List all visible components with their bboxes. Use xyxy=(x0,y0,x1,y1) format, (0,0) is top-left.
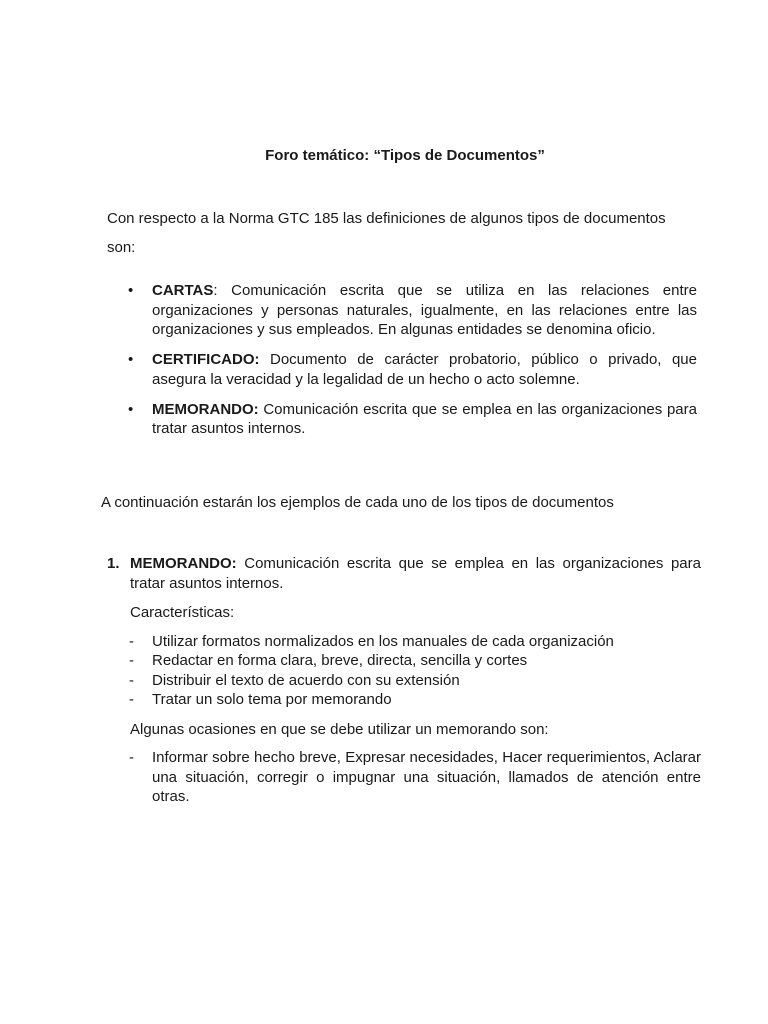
definition-text: Documento de carácter probatorio, público o privado, que asegura la veracidad y la legalidad de un hecho o acto solemne. xyxy=(152,351,697,388)
definition-term: MEMORANDO: xyxy=(152,400,259,418)
characteristic-text: Tratar un solo tema por memorando xyxy=(152,691,392,708)
dash-icon: - xyxy=(129,632,134,650)
examples-lead: A continuación estarán los ejemplos de cada uno de los tipos de documentos xyxy=(101,494,614,511)
item-text: Comunicación escrita que se emplea en las organizaciones para tratar asuntos internos. xyxy=(130,555,701,592)
item-term: MEMORANDO: xyxy=(130,555,237,572)
definition-text: Comunicación escrita que se utiliza en las relaciones entre organizaciones y personas naturales, igualmente, en las relaciones entre las organizaciones y sus empleados. En algunas entidades se denomina oficio. xyxy=(152,282,697,338)
characteristics-label: Características: xyxy=(130,604,235,621)
definition-separator: : xyxy=(213,282,218,299)
characteristic-text: Redactar en forma clara, breve, directa, sencilla y cortes xyxy=(152,652,528,669)
list-item xyxy=(107,671,701,691)
bullet-icon: • xyxy=(128,351,134,368)
numbered-item xyxy=(107,554,701,593)
example-section xyxy=(107,554,701,807)
occasions-label: Algunas ocasiones en que se debe utilizar un memorando son: xyxy=(130,720,549,738)
dash-icon: - xyxy=(129,749,134,766)
definition-term: CARTAS xyxy=(152,282,214,299)
characteristics-list xyxy=(107,632,701,710)
characteristic-text: Utilizar formatos normalizados en los manuales de cada organización xyxy=(152,632,614,650)
definition-text: Comunicación escrita que se emplea en las organizaciones para tratar asuntos internos. xyxy=(152,400,697,437)
list-item xyxy=(107,281,697,340)
list-item xyxy=(107,632,701,652)
occasions-list xyxy=(107,748,701,807)
occasion-text: Informar sobre hecho breve, Expresar necesidades, Hacer requerimientos, Aclarar una situación, corregir o impugnar una situación, llamados de atención entre otras. xyxy=(152,749,701,805)
page-title: Foro temático: “Tipos de Documentos” xyxy=(265,147,545,164)
list-item xyxy=(107,400,697,439)
item-number: 1. xyxy=(107,555,120,572)
dash-icon: - xyxy=(129,671,134,689)
list-item xyxy=(107,748,701,807)
definitions-list xyxy=(107,281,697,449)
characteristic-text: Distribuir el texto de acuerdo con su extensión xyxy=(152,671,460,689)
list-item xyxy=(107,651,701,671)
bullet-icon: • xyxy=(128,282,134,299)
list-item xyxy=(107,690,701,710)
bullet-icon: • xyxy=(128,400,134,418)
dash-icon: - xyxy=(129,691,134,708)
definition-term: CERTIFICADO: xyxy=(152,351,260,368)
list-item xyxy=(107,350,697,389)
intro-paragraph: Con respecto a la Norma GTC 185 las definiciones de algunos tipos de documentos son: xyxy=(107,210,666,256)
dash-icon: - xyxy=(129,652,134,669)
